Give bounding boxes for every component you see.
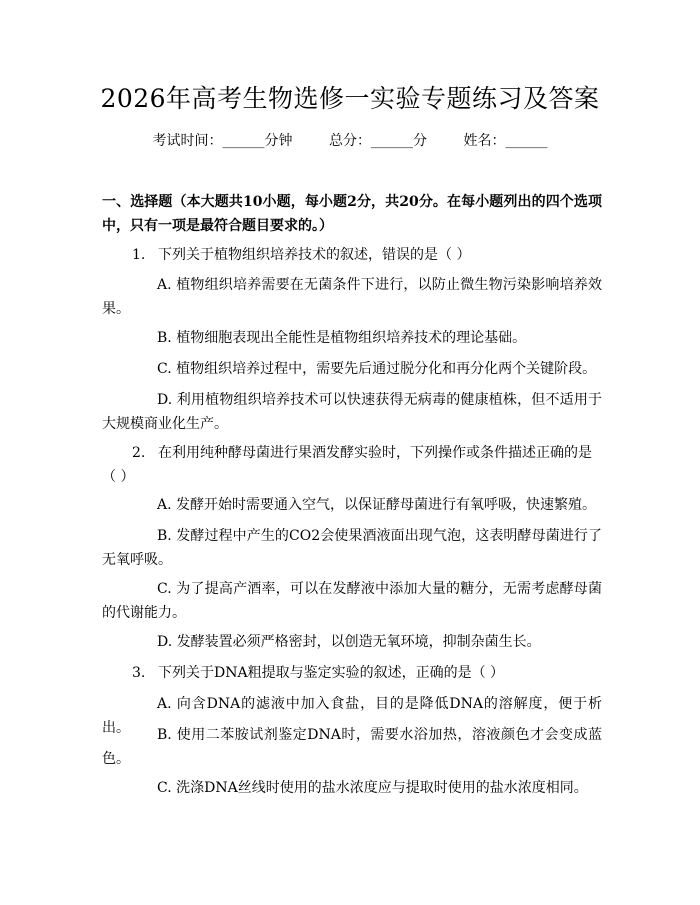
question-1-option-d: D. 利用植物组织培养技术可以快速获得无病毒的健康植株，但不适用于大规模商业化生产。 [102, 392, 602, 432]
question-3-option-a: A. 向含DNA的滤液中加入食盐，目的是降低DNA的溶解度，便于析出。 [102, 696, 602, 736]
question-1-option-a: A. 植物组织培养需要在无菌条件下进行，以防止微生物污染影响培养效果。 [102, 277, 602, 317]
question-1 [102, 243, 602, 267]
total-score-field: 总分：______分 [329, 133, 427, 149]
section-heading: 一、选择题（本大题共10小题，每小题2分，共20分。在每小题列出的四个选项中，只有一项是最符合题目要求的。） [102, 194, 602, 234]
question-number: 1. [132, 247, 146, 263]
question-2-option-a: A. 发酵开始时需要通入空气，以保证酵母菌进行有氧呼吸，快速繁殖。 [157, 497, 597, 513]
exam-info-line [0, 131, 700, 151]
question-2-option-d: D. 发酵装置必须严格密封，以创造无氧环境，抑制杂菌生长。 [157, 634, 541, 650]
page-title: 2026年高考生物选修一实验专题练习及答案 [100, 84, 600, 113]
question-number: 3. [132, 665, 146, 681]
question-stem: 下列关于植物组织培养技术的叙述，错误的是（ ） [158, 247, 471, 263]
question-2-option-b: B. 发酵过程中产生的CO2会使果酒液面出现气泡，这表明酵母菌进行了无氧呼吸。 [102, 528, 602, 568]
student-name-field: 姓名：______ [463, 133, 548, 149]
question-2-option-c: C. 为了提高产酒率，可以在发酵液中添加大量的糖分，无需考虑酵母菌的代谢能力。 [102, 581, 602, 621]
exam-time-field: 考试时间：______分钟 [152, 133, 293, 149]
question-3 [102, 661, 602, 685]
question-2 [102, 441, 602, 489]
question-1-option-c: C. 植物组织培养过程中，需要先后通过脱分化和再分化两个关键阶段。 [157, 361, 597, 377]
question-3-option-c: C. 洗涤DNA丝线时使用的盐水浓度应与提取时使用的盐水浓度相同。 [157, 780, 588, 796]
question-stem: 下列关于DNA粗提取与鉴定实验的叙述，正确的是（ ） [158, 665, 505, 681]
question-1-option-b: B. 植物细胞表现出全能性是植物组织培养技术的理论基础。 [157, 330, 527, 346]
question-number: 2. [132, 445, 146, 461]
question-3-option-b: B. 使用二苯胺试剂鉴定DNA时，需要水浴加热，溶液颜色才会变成蓝色。 [102, 727, 602, 767]
question-stem: 在利用纯种酵母菌进行果酒发酵实验时，下列操作或条件描述正确的是（ ） [102, 445, 592, 485]
